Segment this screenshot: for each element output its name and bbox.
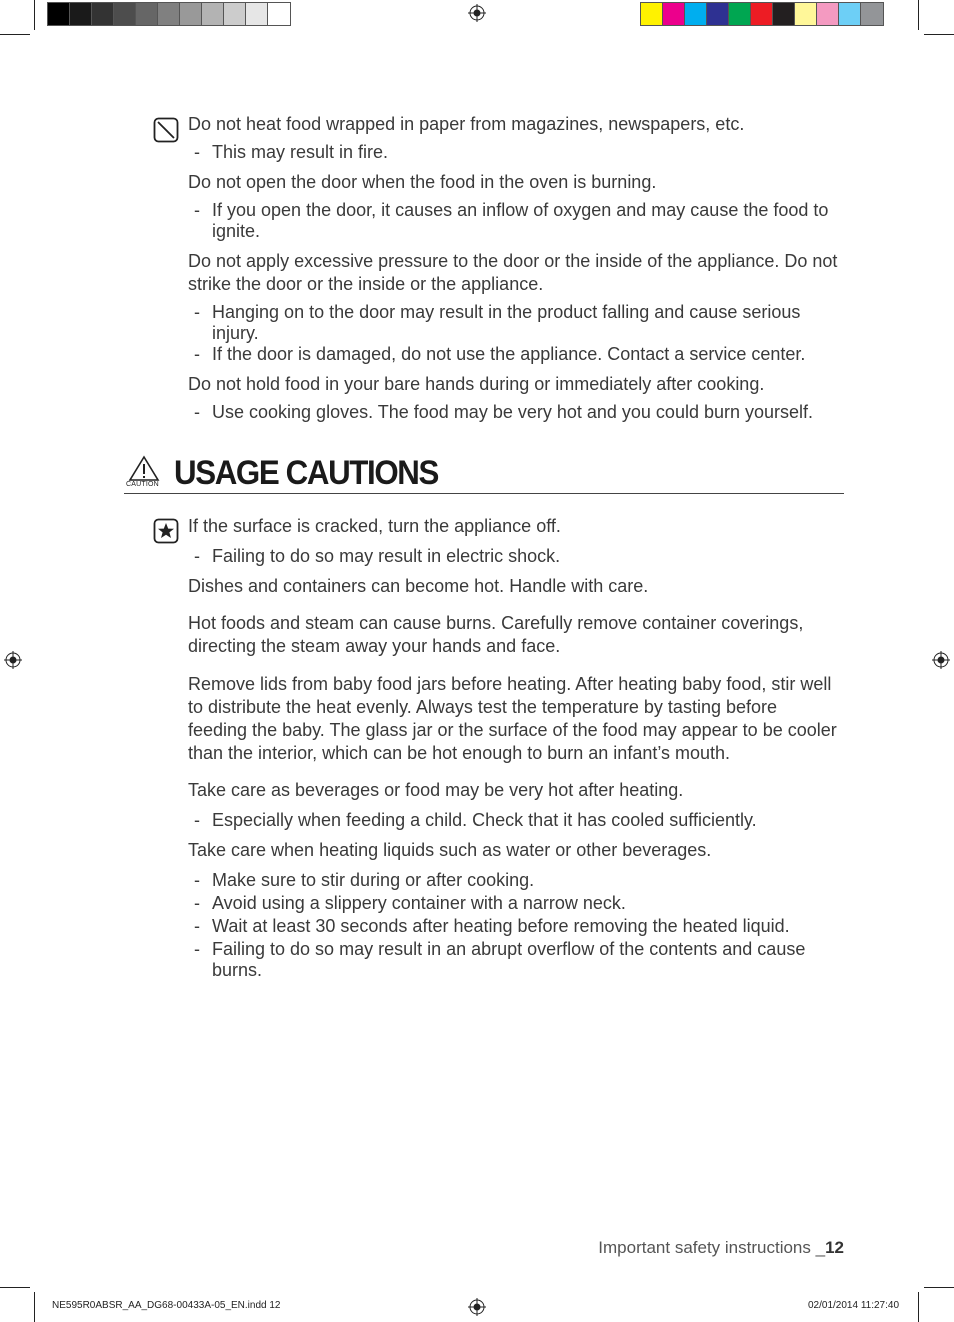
color-swatch (158, 3, 180, 25)
page-title: USAGE CAUTIONS (174, 454, 438, 492)
crop-mark-br-h (924, 1287, 954, 1288)
paragraph: Hot foods and steam can cause burns. Carefully remove container coverings, directing the steam away your hands and face. (188, 613, 804, 656)
registration-mark-top-icon (468, 4, 486, 22)
color-swatch (773, 3, 795, 25)
slug-datetime: 02/01/2014 11:27:40 (808, 1300, 900, 1311)
color-swatch (817, 3, 839, 25)
bullet-item: - If you open the door, it causes an inflow of oxygen and may cause the food to ignite. (194, 200, 829, 241)
footer-section-title: Important safety instructions _ (598, 1238, 826, 1257)
color-swatch (48, 3, 70, 25)
bullet-item: - Hanging on to the door may result in the product falling and cause serious injury. (194, 302, 801, 343)
color-swatch (707, 3, 729, 25)
color-swatch (180, 3, 202, 25)
bullet-item: - Failing to do so may result in electric shock. (194, 546, 561, 566)
registration-mark-left-icon (4, 651, 22, 669)
color-swatch (663, 3, 685, 25)
crop-mark-br-v (918, 1292, 919, 1322)
bullet-item: - Failing to do so may result in an abrupt overflow of the contents and cause burns. (194, 939, 806, 980)
color-swatch (92, 3, 114, 25)
bullet-item: - Wait at least 30 seconds after heating before removing the heated liquid. (194, 916, 790, 936)
crop-mark-bl-v (34, 1292, 35, 1322)
bullet-item: - If the door is damaged, do not use the appliance. Contact a service center. (194, 344, 806, 364)
color-swatch (795, 3, 817, 25)
paragraph: If the surface is cracked, turn the appliance off. (188, 516, 561, 536)
crop-mark-tr-h (924, 34, 954, 35)
gray-swatch-bar (47, 2, 291, 26)
crop-mark-tr-v (918, 0, 919, 30)
star-note-icon (153, 518, 179, 544)
registration-mark-right-icon (932, 651, 950, 669)
color-swatch (114, 3, 136, 25)
paragraph: Do not apply excessive pressure to the door or the inside of the appliance. Do not strike the door or the inside or the appliance. (188, 251, 838, 294)
color-swatch (861, 3, 883, 25)
section-heading (124, 452, 844, 494)
paragraph: Take care when heating liquids such as water or other beverages. (188, 840, 712, 860)
paragraph: Do not open the door when the food in the oven is burning. (188, 172, 657, 192)
bullet-item: - Avoid using a slippery container with a narrow neck. (194, 893, 626, 913)
color-swatch (136, 3, 158, 25)
color-swatch (224, 3, 246, 25)
color-swatch (751, 3, 773, 25)
paragraph: Dishes and containers can become hot. Handle with care. (188, 576, 649, 596)
paragraph: Do not heat food wrapped in paper from magazines, newspapers, etc. (188, 114, 745, 134)
caution-triangle-icon (128, 455, 160, 482)
paragraph: Remove lids from baby food jars before heating. After heating baby food, stir well to distribute the heat evenly. Always test the temperature by tasting before feeding the baby. The glass jar or the surface of the food may appear to be cooler than the interior, which can be hot enough to burn an infant’s mouth. (188, 674, 837, 763)
bullet-item: - Make sure to stir during or after cooking. (194, 870, 535, 890)
prohibition-icon (153, 117, 179, 143)
color-swatch (729, 3, 751, 25)
color-swatch (70, 3, 92, 25)
crop-mark-bl-h (0, 1287, 30, 1288)
color-swatch (839, 3, 861, 25)
color-swatch (641, 3, 663, 25)
paragraph: Do not hold food in your bare hands during or immediately after cooking. (188, 374, 765, 394)
color-swatch-bar (640, 2, 884, 26)
color-swatch (268, 3, 290, 25)
crop-mark-tl-h (0, 34, 30, 35)
caution-label: CAUTION (126, 481, 159, 488)
color-swatch (246, 3, 268, 25)
slug-filename: NE595R0ABSR_AA_DG68-00433A-05_EN.indd 12 (52, 1300, 281, 1311)
bullet-item: - Use cooking gloves. The food may be very hot and you could burn yourself. (194, 402, 814, 422)
color-swatch (685, 3, 707, 25)
page-number: 12 (825, 1238, 844, 1257)
crop-mark-tl-v (34, 0, 35, 30)
paragraph: Take care as beverages or food may be very hot after heating. (188, 780, 684, 800)
page-footer (598, 1238, 844, 1258)
registration-mark-bottom-icon (468, 1298, 486, 1316)
color-swatch (202, 3, 224, 25)
bullet-item: - This may result in fire. (194, 142, 389, 162)
bullet-item: - Especially when feeding a child. Check that it has cooled sufficiently. (194, 810, 757, 830)
